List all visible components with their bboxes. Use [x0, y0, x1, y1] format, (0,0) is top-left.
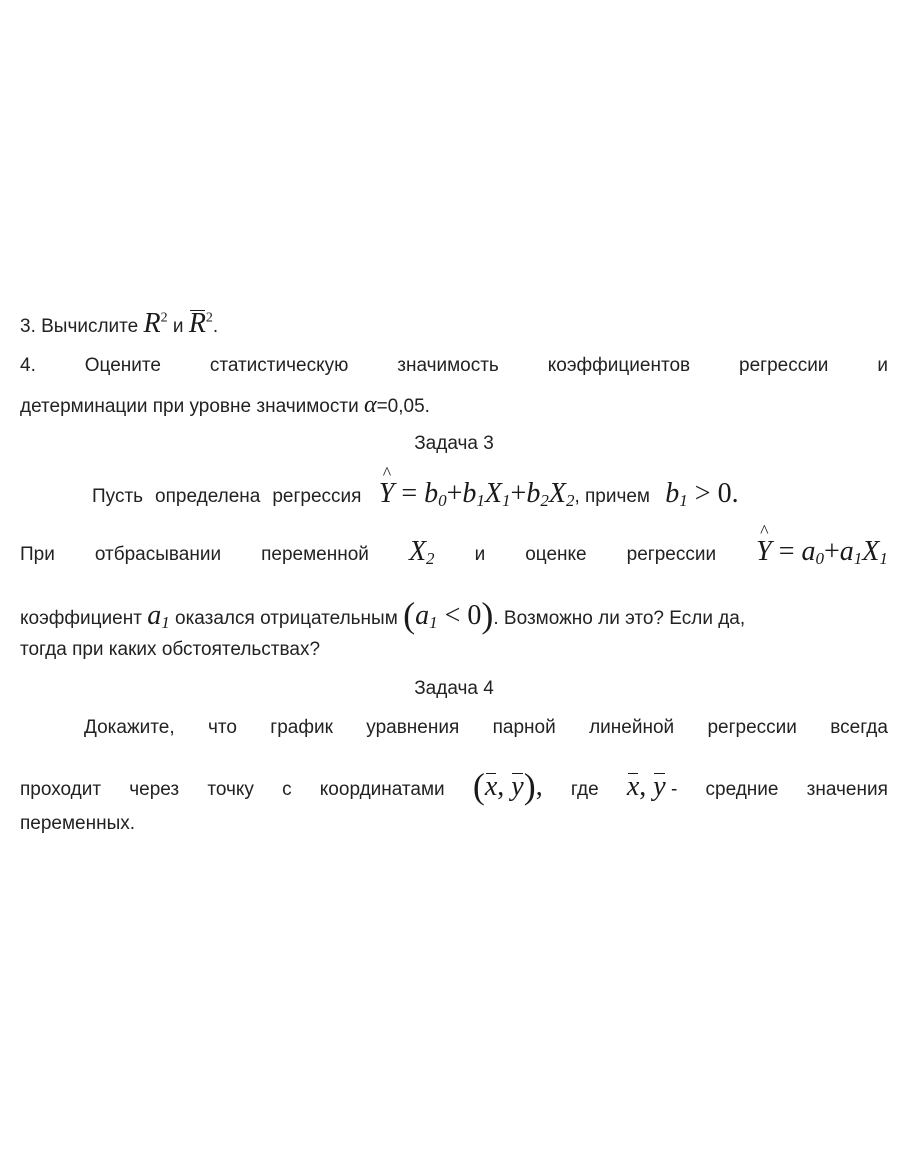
task-3-line-4: тогда при каких обстоятельствах? [20, 639, 321, 660]
task-4-word: уравнения [366, 717, 460, 738]
mean-point-formula: (x, y), [472, 766, 543, 806]
item-3-prefix: 3. Вычислите [20, 316, 139, 337]
task-3-word: определена [155, 486, 261, 507]
mean-values-formula: x, y - [626, 771, 678, 802]
task-4-line-3: переменных. [20, 813, 136, 834]
alpha-value: =0,05. [376, 396, 430, 417]
task-3-word: Пусть [92, 486, 144, 507]
x2-formula: $X_2$ [408, 536, 435, 568]
task-3-heading: Задача 3 [414, 433, 494, 454]
task-4-word: что [207, 717, 237, 738]
item-4-word: статистическую [209, 355, 349, 376]
item-4-word: коэффициентов [547, 355, 691, 376]
task-3-line-2 [20, 536, 888, 569]
task-4-word: всегда [830, 717, 888, 738]
a1-formula: $a_1$ [147, 600, 170, 632]
regression-a-formula: ^ $Y = a_0+a_1X_1$ [756, 536, 888, 569]
adjusted-r-squared-formula: $R^2$ [188, 308, 213, 339]
task-4-heading: Задача 4 [414, 678, 494, 699]
task-4-word: координатами [319, 779, 445, 800]
task-3-word: регрессии [626, 544, 717, 565]
item-3-line [20, 308, 888, 340]
task-4-word: Докажите, [84, 717, 175, 738]
task-4-word: точку [207, 779, 254, 800]
task-4-word: через [129, 779, 180, 800]
alpha-symbol: α [363, 392, 377, 418]
task-4-line-1 [84, 717, 888, 739]
task-3-line-3 [20, 594, 888, 636]
task-4-word: график [270, 717, 333, 738]
item-3-end: . [212, 316, 219, 337]
item-4-word: регрессии [739, 355, 829, 376]
task-4-where: где [570, 779, 599, 800]
task-4-word: парной [492, 717, 556, 738]
task-3-word: регрессия [272, 486, 362, 507]
b1-positive-formula: $b_1 > 0$. [665, 478, 739, 510]
task-3-word: и [474, 544, 486, 565]
task-3-line-1 [92, 478, 888, 511]
task-3-line-3-after: . Возможно ли это? Если да, [493, 608, 746, 629]
task-4-word: значения [806, 779, 888, 800]
task-3-word: переменной [261, 544, 369, 565]
task-4-line-2 [20, 765, 888, 807]
task-4-word: с [282, 779, 292, 800]
task-4-word: регрессии [707, 717, 797, 738]
r-squared-formula: $R^2$ [143, 308, 168, 339]
task-4-word: проходит [20, 779, 102, 800]
task-4-word: средние [705, 779, 779, 800]
task-3-word: отбрасывании [94, 544, 222, 565]
task-3-word: оценке [525, 544, 587, 565]
item-4-line-1 [20, 355, 888, 377]
task-3-line-1-after: , причем [574, 486, 650, 507]
regression-b-formula: ^ $Y = b_0+b_1X_1+b_2X_2$ [379, 478, 575, 511]
task-3-word: При [20, 544, 55, 565]
item-4-line-2 [20, 392, 888, 419]
task-4-word: линейной [589, 717, 675, 738]
item-4-word: значимость [397, 355, 499, 376]
a1-negative-formula: $(a_1 < 0)$ [403, 595, 494, 635]
item-3-and: и [172, 316, 184, 337]
task-3-line-3-before: коэффициент [20, 608, 142, 629]
task-3-line-3-mid: оказался отрицательным [175, 608, 398, 629]
item-4-word: 4. [20, 355, 36, 376]
item-4-line-2-text: детерминации при уровне значимости [20, 396, 359, 417]
item-4-word: и [877, 355, 888, 376]
item-4-word: Оцените [84, 355, 161, 376]
